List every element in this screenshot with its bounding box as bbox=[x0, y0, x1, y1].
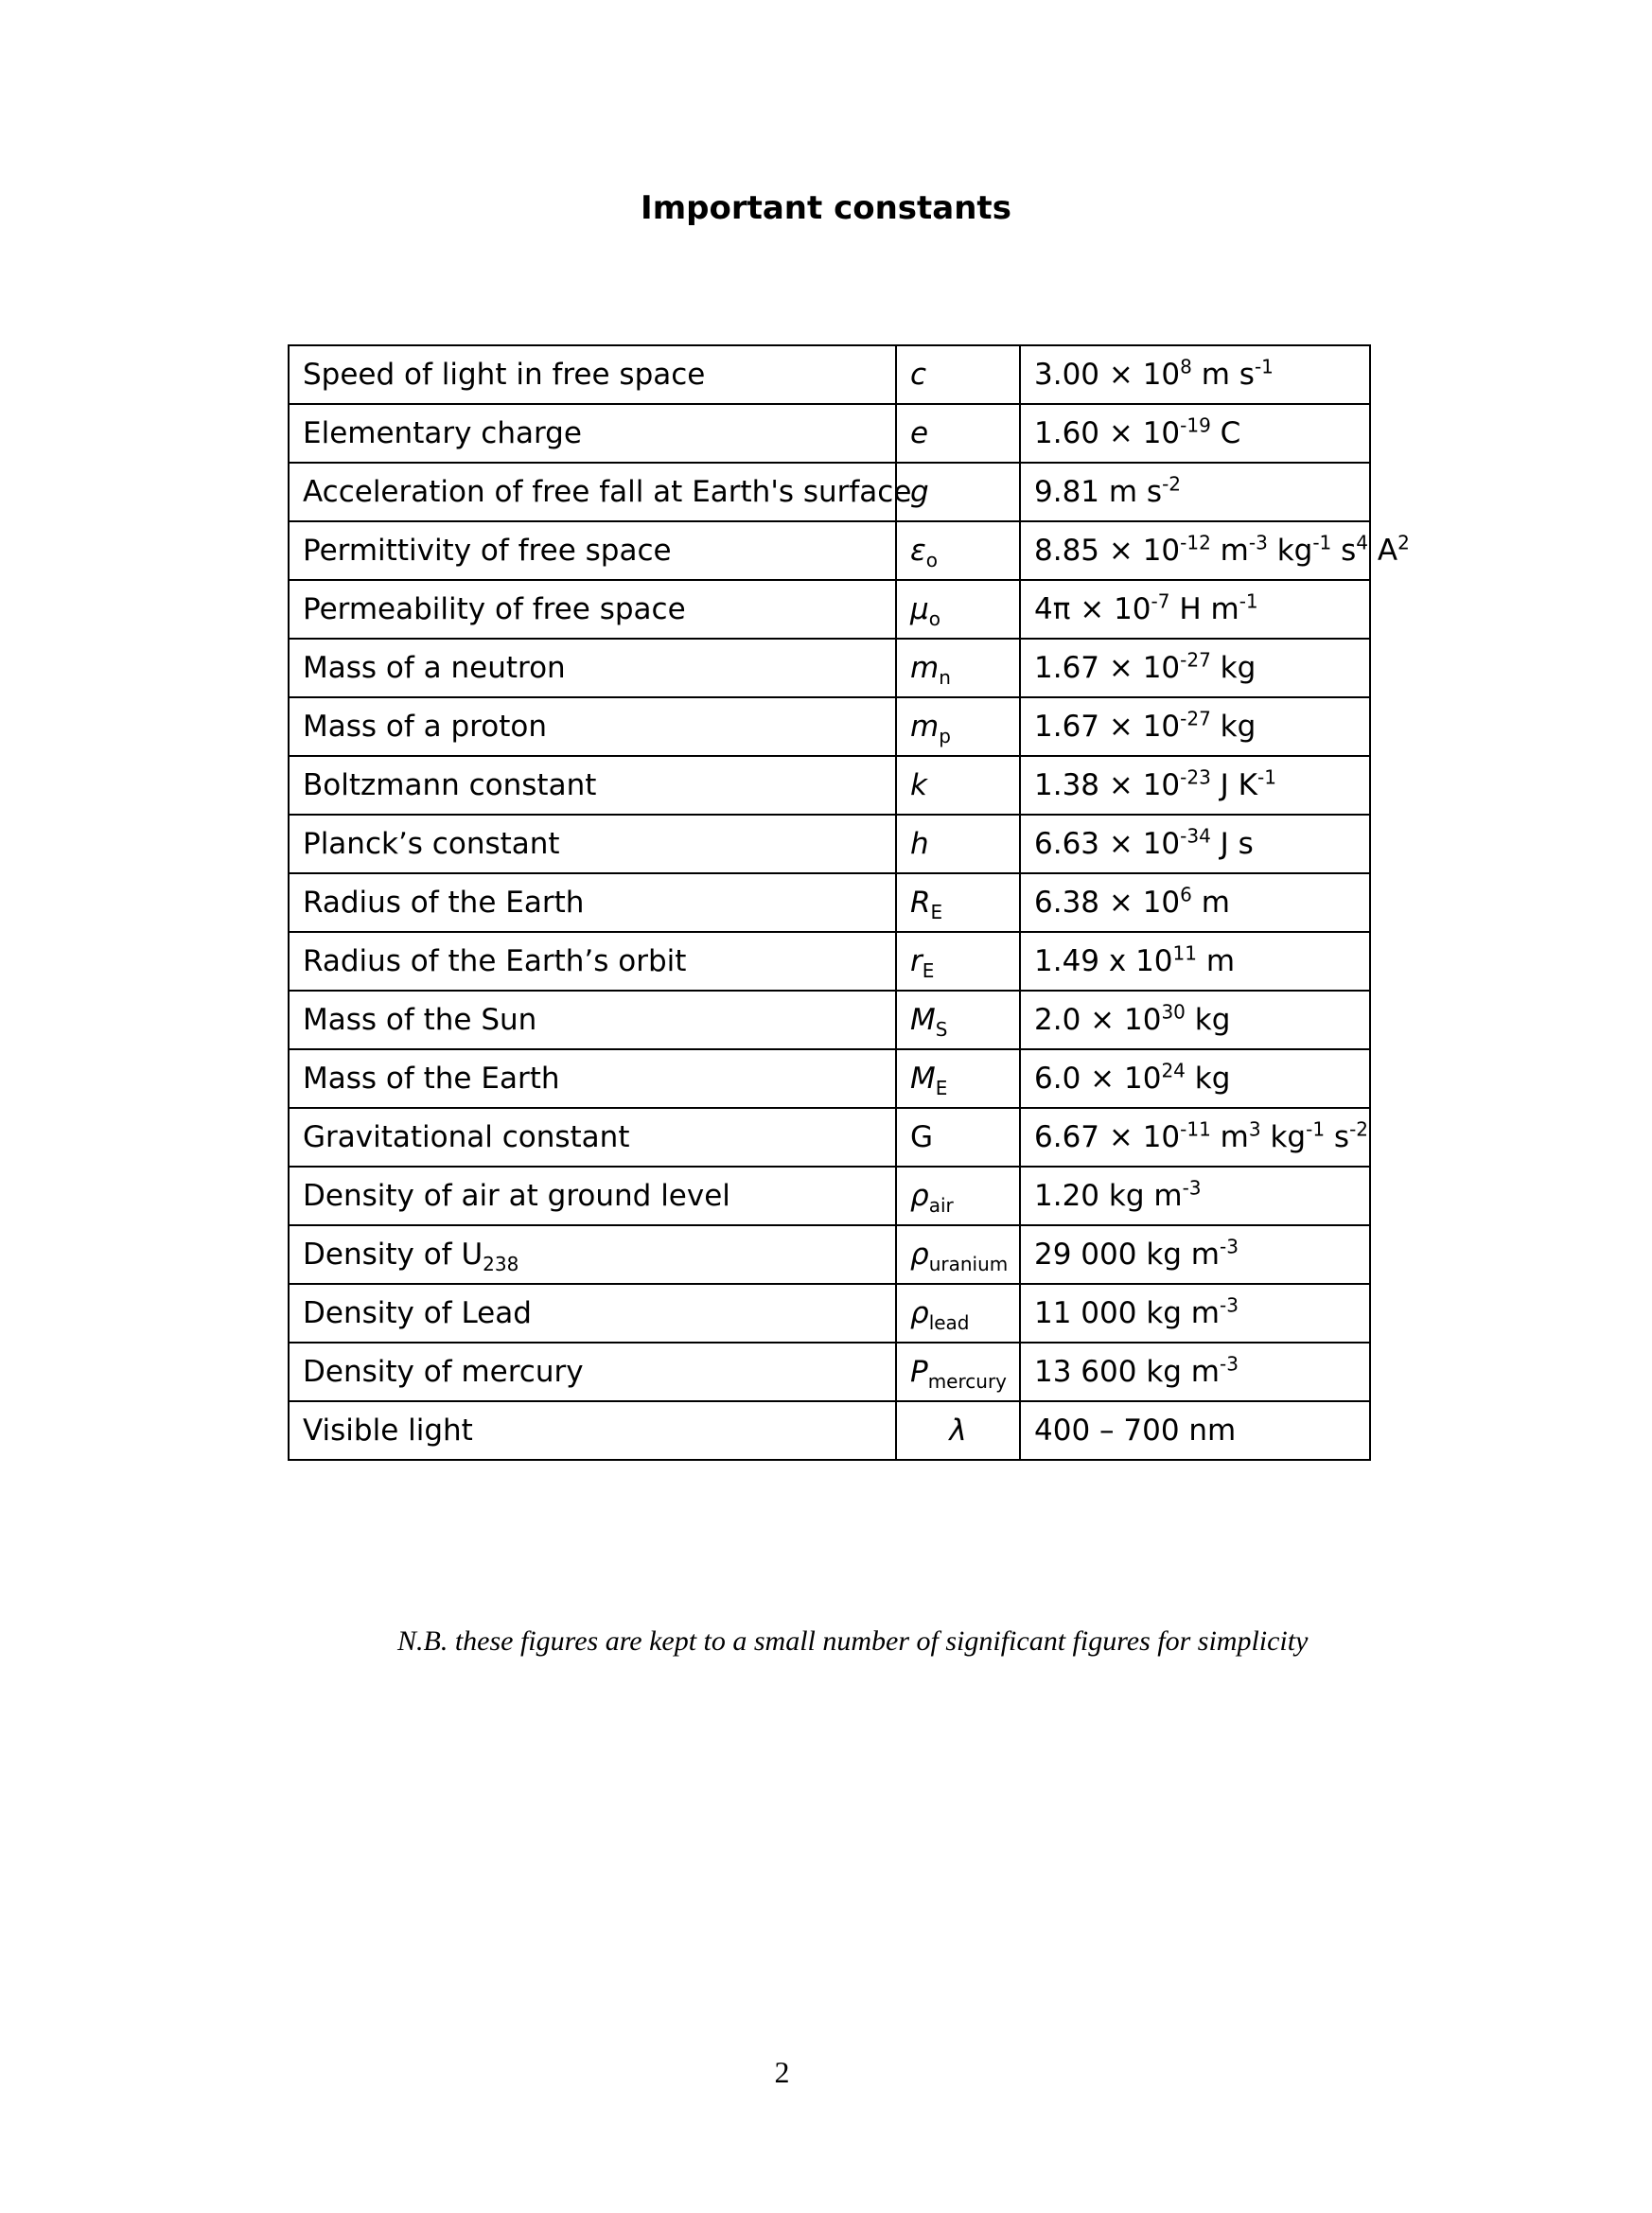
table-row bbox=[289, 697, 1370, 756]
constant-value: $6.0 \times 10^{24}$ kg bbox=[1020, 1049, 1370, 1108]
table-row bbox=[289, 815, 1370, 873]
constant-symbol: G bbox=[896, 1108, 1020, 1167]
constants-table-body bbox=[289, 345, 1410, 1460]
constant-name: Permittivity of free space bbox=[289, 521, 896, 580]
page-title: Important constants bbox=[641, 189, 1011, 227]
constant-symbol: e bbox=[896, 404, 1020, 463]
constant-value: 9.81 m $s^{-2}$ bbox=[1020, 463, 1370, 521]
constant-name: Permeability of free space bbox=[289, 580, 896, 639]
page-number: 2 bbox=[774, 2055, 790, 2089]
constant-name: Planck’s constant bbox=[289, 815, 896, 873]
constant-symbol: $M_E$ bbox=[896, 1049, 1020, 1108]
constant-symbol: c bbox=[896, 345, 1020, 404]
constant-value: 29 000 kg $m^{-3}$ bbox=[1020, 1225, 1370, 1284]
constant-name: Density of $U_{238}$ bbox=[289, 1225, 896, 1284]
table-row bbox=[289, 932, 1370, 991]
constant-name: Visible light bbox=[289, 1401, 896, 1460]
constant-name: Radius of the Earth’s orbit bbox=[289, 932, 896, 991]
constant-name: Mass of a proton bbox=[289, 697, 896, 756]
table-row bbox=[289, 1343, 1370, 1401]
constant-symbol: $M_S$ bbox=[896, 991, 1020, 1049]
constants-table bbox=[288, 344, 1410, 1461]
constant-value: 11 000 kg $m^{-3}$ bbox=[1020, 1284, 1370, 1343]
constant-value: $2.0 \times 10^{30}$ kg bbox=[1020, 991, 1370, 1049]
constant-symbol: $\rho_{uranium}$ bbox=[896, 1225, 1020, 1284]
constant-symbol: g bbox=[896, 463, 1020, 521]
constant-value: 1.49 x $10^{11}$ m bbox=[1020, 932, 1370, 991]
constant-value: $6.67 \times 10^{-11}$ $m^3$ $kg^{-1}$ $s^{-2}$ bbox=[1020, 1108, 1370, 1167]
constant-value: 1.20 kg $m^{-3}$ bbox=[1020, 1167, 1370, 1225]
constant-symbol: h bbox=[896, 815, 1020, 873]
table-row bbox=[289, 345, 1370, 404]
constant-value: $3.00 \times 10^8$ m $s^{-1}$ bbox=[1020, 345, 1370, 404]
table-row bbox=[289, 1284, 1370, 1343]
constant-value: $4\pi \times 10^{-7}$ H $m^{-1}$ bbox=[1020, 580, 1370, 639]
constant-name: Elementary charge bbox=[289, 404, 896, 463]
constant-name: Density of mercury bbox=[289, 1343, 896, 1401]
constant-name: Speed of light in free space bbox=[289, 345, 896, 404]
constant-name: Density of Lead bbox=[289, 1284, 896, 1343]
constant-symbol: $R_E$ bbox=[896, 873, 1020, 932]
constant-symbol: $\mu_o$ bbox=[896, 580, 1020, 639]
table-row bbox=[289, 873, 1370, 932]
table-row bbox=[289, 756, 1370, 815]
table-row bbox=[289, 521, 1370, 580]
constant-value: $6.63 \times 10^{-34}$ J s bbox=[1020, 815, 1370, 873]
footnote: N.B. these figures are kept to a small number of significant figures for simplicity bbox=[397, 1625, 1309, 1657]
table-row bbox=[289, 1108, 1370, 1167]
constant-value: $1.67 \times 10^{-27}$ kg bbox=[1020, 639, 1370, 697]
constant-value: $1.60 \times 10^{-19}$ C bbox=[1020, 404, 1370, 463]
table-row bbox=[289, 1049, 1370, 1108]
constant-name: Acceleration of free fall at Earth's surface bbox=[289, 463, 896, 521]
constant-name: Radius of the Earth bbox=[289, 873, 896, 932]
constant-value: $1.67 \times 10^{-27}$ kg bbox=[1020, 697, 1370, 756]
constant-symbol: k bbox=[896, 756, 1020, 815]
constant-value: $1.38 \times 10^{-23}$ J $K^{-1}$ bbox=[1020, 756, 1370, 815]
constant-symbol: $P_{mercury}$ bbox=[896, 1343, 1020, 1401]
constant-value: 13 600 kg $m^{-3}$ bbox=[1020, 1343, 1370, 1401]
table-row bbox=[289, 1167, 1370, 1225]
constant-value: $8.85 \times 10^{-12}$ $m^{-3}$ $kg^{-1}$ $s^4$ $A^2$ bbox=[1020, 521, 1370, 580]
table-row bbox=[289, 463, 1370, 521]
constant-symbol: $m_p$ bbox=[896, 697, 1020, 756]
table-row bbox=[289, 991, 1370, 1049]
constant-symbol: $r_E$ bbox=[896, 932, 1020, 991]
table-row bbox=[289, 1401, 1370, 1460]
constant-name: Mass of the Earth bbox=[289, 1049, 896, 1108]
table-row bbox=[289, 1225, 1370, 1284]
constant-value: 400 – 700 nm bbox=[1020, 1401, 1370, 1460]
constant-symbol: λ bbox=[896, 1401, 1020, 1460]
constant-symbol: $\rho_{air}$ bbox=[896, 1167, 1020, 1225]
table-row bbox=[289, 404, 1370, 463]
constant-symbol: $\varepsilon_o$ bbox=[896, 521, 1020, 580]
constant-symbol: $\rho_{lead}$ bbox=[896, 1284, 1020, 1343]
constant-name: Boltzmann constant bbox=[289, 756, 896, 815]
constant-value: $6.38 \times 10^6$ m bbox=[1020, 873, 1370, 932]
table-row bbox=[289, 639, 1370, 697]
constant-name: Mass of the Sun bbox=[289, 991, 896, 1049]
constant-name: Mass of a neutron bbox=[289, 639, 896, 697]
constant-name: Density of air at ground level bbox=[289, 1167, 896, 1225]
constant-name: Gravitational constant bbox=[289, 1108, 896, 1167]
table-row bbox=[289, 580, 1370, 639]
constant-symbol: $m_n$ bbox=[896, 639, 1020, 697]
